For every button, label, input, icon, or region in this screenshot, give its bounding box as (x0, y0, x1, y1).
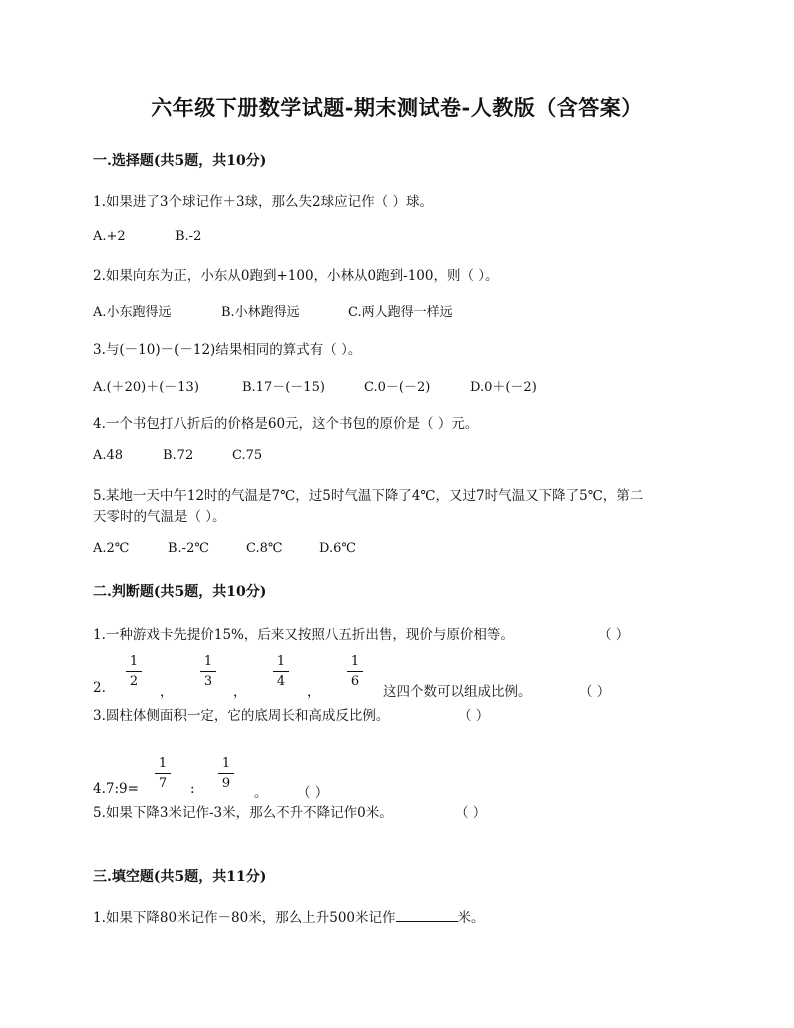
answer-paren: （ ） (458, 708, 490, 724)
fraction-denominator: 2 (129, 674, 139, 689)
option-a: A.+2 (93, 229, 126, 244)
option-a: A.48 (93, 448, 124, 463)
question-2-2-prefix: 2. (93, 680, 106, 696)
question-1-3: 3.与(－10)－(－12)结果相同的算式有（ ）。 (93, 342, 362, 358)
fraction (155, 756, 171, 791)
fraction-denominator: 4 (276, 674, 286, 689)
section-heading-judgement: 二.判断题(共5题，共10分) (93, 584, 267, 600)
option-c: C.75 (232, 448, 263, 463)
option-b: B.17－(－15) (242, 380, 325, 395)
question-3-1-suffix: 米。 (457, 910, 485, 926)
fraction-denominator: 7 (158, 776, 168, 791)
fraction (347, 654, 363, 689)
question-1-2: 2.如果向东为正，小东从0跑到+100，小林从0跑到-100，则（ ）。 (93, 268, 499, 284)
fraction-denominator: 9 (221, 776, 231, 791)
answer-blank (396, 909, 458, 922)
option-b: B.-2 (175, 229, 202, 244)
fraction-bar (126, 671, 142, 672)
document-title: 六年级下册数学试题-期末测试卷-人教版（含答案） (151, 95, 643, 120)
fraction-bar (347, 671, 363, 672)
question-2-3: 3.圆柱体侧面积一定，它的底周长和高成反比例。 (93, 708, 390, 724)
question-1-5-line1: 5.某地一天中午12时的气温是7℃，过5时气温下降了4℃，又过7时气温又下降了5℃，第二 (93, 488, 644, 504)
fraction-bar (218, 773, 234, 774)
fraction (273, 654, 289, 689)
option-a: A.小东跑得远 (93, 305, 172, 320)
question-2-5: 5.如果下降3米记作-3米，那么不升不降记作0米。 (93, 805, 393, 821)
separator: ， (160, 684, 174, 700)
fraction-bar (273, 671, 289, 672)
fraction-bar (200, 671, 216, 672)
option-b: B.72 (163, 448, 194, 463)
section-heading-choice: 一.选择题(共5题，共10分) (93, 153, 267, 169)
answer-paren: （ ） (598, 627, 630, 643)
fraction-numerator: 1 (276, 654, 286, 669)
fraction-numerator: 1 (221, 756, 231, 771)
fraction-denominator: 3 (203, 674, 213, 689)
question-1-4: 4.一个书包打八折后的价格是60元，这个书包的原价是（ ）元。 (93, 416, 479, 432)
question-2-1: 1.一种游戏卡先提价15%，后来又按照八五折出售，现价与原价相等。 (93, 627, 514, 643)
option-c: C.8℃ (246, 541, 283, 556)
fraction-bar (155, 773, 171, 774)
option-a: A.2℃ (93, 541, 130, 556)
separator: ， (233, 684, 247, 700)
answer-paren: （ ） (579, 684, 611, 700)
fraction-numerator: 1 (350, 654, 360, 669)
question-1-1: 1.如果进了3个球记作＋3球，那么失2球应记作（ ）球。 (93, 194, 433, 210)
question-1-5-line2: 天零时的气温是（ ）。 (93, 509, 226, 525)
question-2-2-text: 这四个数可以组成比例。 (383, 684, 532, 700)
option-b: B.小林跑得远 (221, 305, 300, 320)
fraction (200, 654, 216, 689)
question-3-1 (93, 906, 485, 926)
fraction-numerator: 1 (203, 654, 213, 669)
section-heading-fill-blank: 三.填空题(共5题，共11分) (93, 869, 267, 885)
fraction (126, 654, 142, 689)
fraction-denominator: 6 (350, 674, 360, 689)
question-2-4-prefix: 4.7:9= (93, 781, 139, 797)
option-b: B.-2℃ (168, 541, 209, 556)
option-d: D.6℃ (319, 541, 356, 556)
period: 。 (254, 785, 268, 801)
option-d: D.0＋(－2) (470, 380, 537, 395)
separator: ， (307, 684, 321, 700)
question-3-1-prefix: 1.如果下降80米记作－80米，那么上升500米记作 (93, 910, 396, 926)
fraction (218, 756, 234, 791)
fraction-numerator: 1 (158, 756, 168, 771)
ratio-colon: : (190, 781, 195, 797)
option-c: C.两人跑得一样远 (348, 305, 453, 320)
answer-paren: （ ） (455, 805, 487, 821)
fraction-numerator: 1 (129, 654, 139, 669)
option-c: C.0－(－2) (364, 380, 431, 395)
answer-paren: （ ） (297, 785, 329, 801)
option-a: A.(＋20)＋(－13) (93, 380, 199, 395)
